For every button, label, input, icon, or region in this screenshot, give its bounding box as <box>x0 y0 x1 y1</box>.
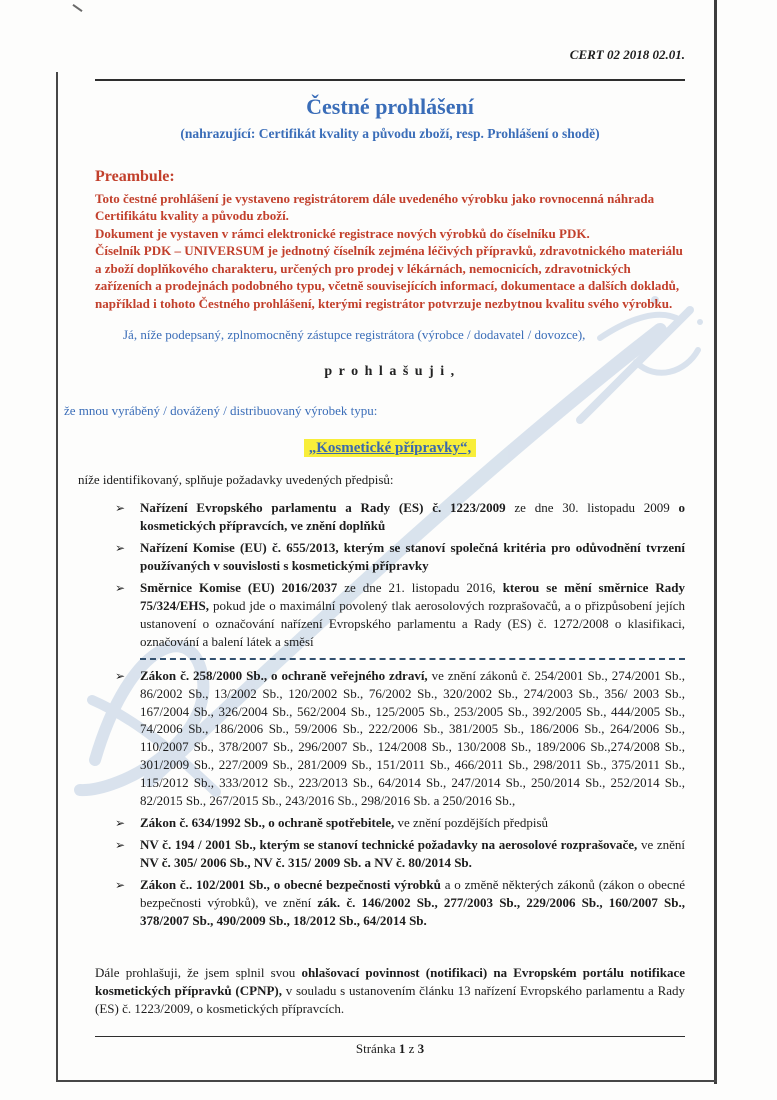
list-bullet-icon: ➢ <box>115 541 126 556</box>
text-segment: ve znění zákonů č. 254/2001 Sb., 274/2001 Sb., 86/2002 Sb., 13/2002 Sb., 120/2002 Sb., 76/2002 Sb., 320/2002 Sb., 274/2003 Sb., 356/ 2003 Sb., 167/2004 Sb., 326/2004 Sb., 562/2004 Sb., 125/2005 Sb., 253/2005 Sb., 392/2005 Sb., 444/2005 Sb., 74/2006 Sb., 186/2006 Sb., 59/2006 Sb., 222/2006 Sb., 381/2005 Sb., 186/2006 Sb., 264/2006 Sb., 110/2007 Sb., 378/2007 Sb., 296/2007 Sb., 124/2008 Sb., 130/2008 Sb., 189/2006 Sb.,274/2008 Sb., 301/2009 Sb., 227/2009 Sb., 281/2009 Sb., 151/2011 Sb., 466/2011 Sb., 298/2011 Sb., 375/2011 Sb., 115/2012 Sb., 333/2012 Sb., 223/2013 Sb., 64/2014 Sb., 247/2014 Sb., 250/2014 Sb., 252/2014 Sb., 82/2015 Sb., 267/2015 Sb., 243/2016 Sb., 298/2016 Sb. a 250/2016 Sb., <box>140 667 685 809</box>
product-name-highlight: „Kosmetické přípravky“, <box>304 439 477 457</box>
text-segment: a o změně některých zákonů (zákon o obecné bezpečnosti výrobků), ve znění <box>140 876 685 910</box>
text-segment: Nařízení Komise (EU) č. 655/2013, kterým se stanoví společná kritéria pro odůvodnění tvrzení používaných v souvislosti s kosmetickými přípravky <box>140 540 685 573</box>
scan-edge-right <box>714 0 717 1084</box>
regulation-text <box>140 836 685 872</box>
text-segment: Nařízení Evropského parlamentu a Rady (ES) č. 1223/2009 <box>140 500 515 516</box>
preamble-paragraph: Dokument je vystaven v rámci elektronické registrace nových výrobků do číselníku PDK. <box>95 225 590 241</box>
preamble-heading: Preambule: <box>95 167 175 185</box>
list-bullet-icon: ➢ <box>115 838 126 853</box>
regulation-text <box>140 499 685 535</box>
text-segment: kterou se mění směrnice Rady 75/324/EHS, <box>140 579 685 613</box>
preamble-paragraph: Číselník PDK – UNIVERSUM je jednotný číselník zejména léčivých přípravků, zdravotnického materiálu a zboží doplňkového charakteru, určených pro prodej v lékárnách, nemocnicích, zdravotnických zařízeních a prodejnách podobného typu, včetně souvisejících informací, dokumentace a dalších dokladů, například i tohoto Čestného prohlášení, kterými registrátor potvrzuje nezbytnou kvalitu svého výrobku. <box>95 243 683 311</box>
page-number <box>95 1041 685 1057</box>
regulation-item <box>95 667 685 811</box>
requirements-lead: níže identifikovaný, splňuje požadavky uvedených předpisů: <box>78 472 394 488</box>
list-bullet-icon: ➢ <box>115 816 126 831</box>
regulation-item <box>95 579 685 651</box>
footer-rule <box>95 1036 685 1037</box>
text-segment: o kosmetických přípravcích, ve znění doplňků <box>140 500 685 534</box>
list-bullet-icon: ➢ <box>115 877 126 892</box>
text-segment: Zákon č. 634/1992 Sb., o ochraně spotřebitele, <box>140 815 398 831</box>
regulation-text <box>140 876 685 930</box>
scan-edge-bottom <box>56 1080 717 1082</box>
text-segment: Směrnice Komise (EU) 2016/2037 <box>140 579 345 595</box>
regulation-item <box>95 814 685 832</box>
regulations-list <box>95 499 685 930</box>
regulation-text <box>140 579 685 651</box>
list-bullet-icon: ➢ <box>115 668 126 683</box>
regulation-item <box>95 876 685 930</box>
preamble-paragraph: Toto čestné prohlášení je vystaveno registrátorem dále uvedeného výrobku jako rovnocenná náhrada Certifikátu kvality a původu zboží. <box>95 190 655 224</box>
text-segment: NV č. 305/ 2006 Sb., NV č. 315/ 2009 Sb. a NV č. 80/2014 Sb. <box>140 855 472 871</box>
regulation-item <box>95 836 685 872</box>
declarant-intro: Já, níže podepsaný, zplnomocněný zástupce registrátora (výrobce / dodavatel / dovozce), <box>123 327 586 343</box>
text-segment: Dále prohlašuji, že jsem splnil svou <box>95 964 302 980</box>
regulation-text <box>140 539 685 575</box>
text-segment: ohlašovací povinnost (notifikaci) na Evropském portálu notifikace kosmetických přípravků (CPNP), <box>95 964 685 998</box>
text-segment: pokud jde o maximální povolený tlak aerosolových rozprašovačů, a o přizpůsobení jejích ustanovení o označování nařízení Evropského parlamentu a Rady (ES) č. 1272/2008 o klasifikaci, označování a balení látek a směsí <box>140 597 685 649</box>
list-bullet-icon: ➢ <box>115 501 126 516</box>
text-segment: v souladu s ustanovením článku 13 nařízení Evropského parlamentu a Rady (ES) č. 1223/2009, o kosmetických přípravcích. <box>95 982 686 1016</box>
preamble-section <box>95 166 685 312</box>
declaration-verb: p r o h l a š u j i , <box>324 364 456 380</box>
text-segment: NV č. 194 / 2001 Sb., kterým se stanoví technické požadavky na aerosolové rozprašovače, <box>140 837 641 853</box>
regulation-text <box>140 667 685 811</box>
regulation-item <box>95 539 685 575</box>
text-segment: Zákon č. 258/2000 Sb., o ochraně veřejného zdraví, <box>140 667 432 683</box>
text-segment: zák. č. 146/2002 Sb., 277/2003 Sb., 229/2006 Sb., 160/2007 Sb., 378/2007 Sb., 490/2009 Sb., 18/2012 Sb., 64/2014 Sb. <box>140 894 685 928</box>
text-segment: ze dne 21. listopadu 2016, <box>344 579 503 595</box>
text-segment: Zákon č.. 102/2001 Sb., o obecné bezpečnosti výrobků <box>140 876 445 892</box>
product-lead: že mnou vyráběný / dovážený / distribuovaný výrobek typu: <box>64 402 378 418</box>
text-segment: ve znění pozdějších předpisů <box>397 815 549 831</box>
regulation-text <box>140 814 685 832</box>
footer-label: Stránka <box>355 1041 399 1056</box>
scan-edge-left <box>56 72 58 1082</box>
footer-page-total: 3 <box>417 1041 425 1056</box>
document-title: Čestné prohlášení <box>306 93 474 119</box>
regulation-item <box>95 499 685 535</box>
closing-paragraph <box>95 964 685 1018</box>
scan-artifact <box>72 4 82 12</box>
product-line <box>95 438 685 459</box>
footer-label: z <box>405 1041 418 1056</box>
document-subtitle: (nahrazující: Certifikát kvality a původu zboží, resp. Prohlášení o shodě) <box>180 126 600 142</box>
page-footer <box>95 1036 685 1057</box>
text-segment: ve znění <box>640 837 686 853</box>
footer-page-current: 1 <box>398 1041 406 1056</box>
dashed-separator <box>140 658 685 660</box>
document-content <box>64 46 686 1018</box>
document-reference: CERT 02 2018 02.01. <box>569 47 685 62</box>
header-rule <box>95 79 685 81</box>
text-segment: ze dne 30. listopadu 2009 <box>514 500 679 516</box>
list-bullet-icon: ➢ <box>115 580 126 595</box>
